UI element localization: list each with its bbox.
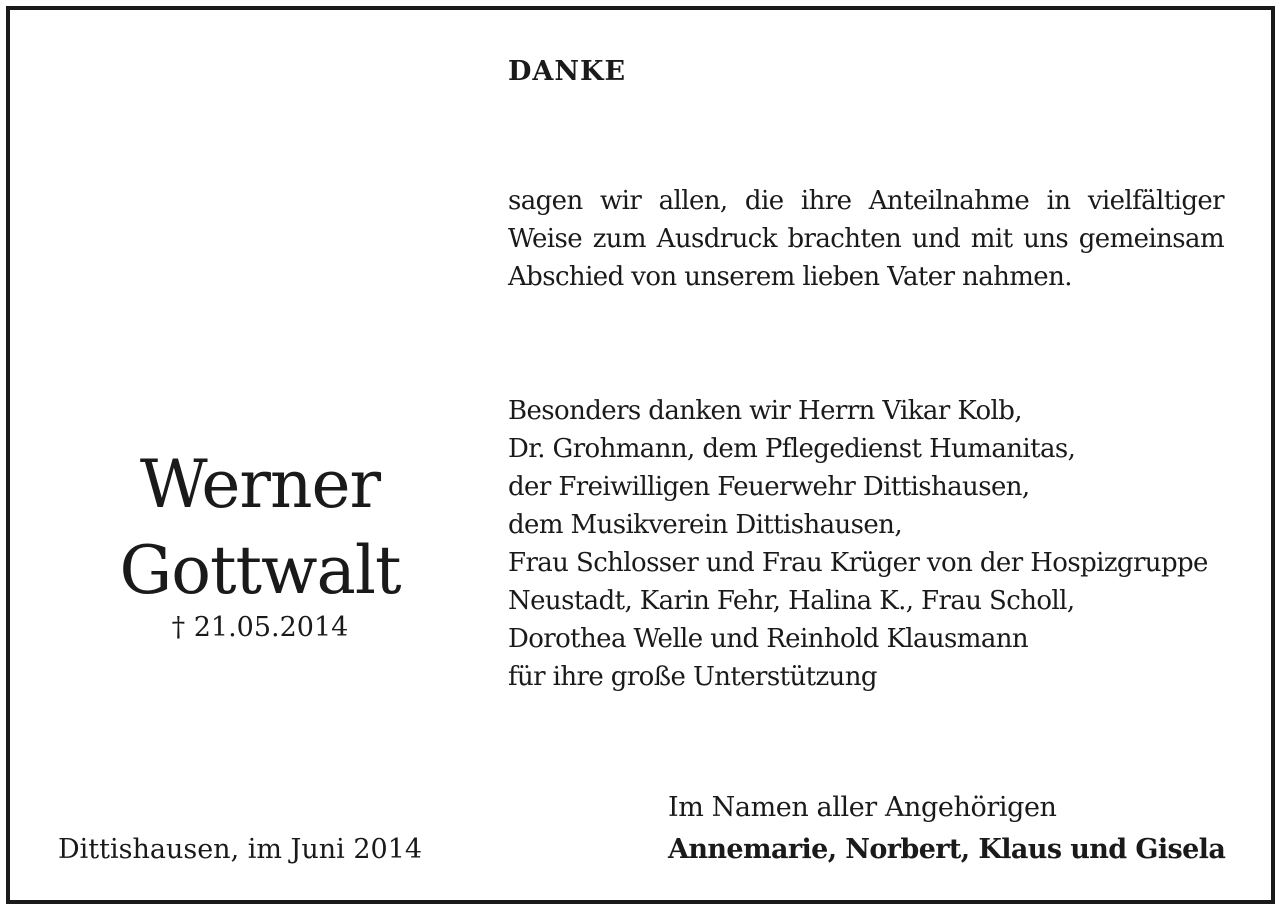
paragraph-line: Neustadt, Karin Fehr, Halina K., Frau Scholl, (508, 586, 1075, 616)
deceased-name-block (10, 442, 510, 648)
place-and-date: Dittishausen, im Juni 2014 (58, 834, 423, 865)
paragraph-line: für ihre große Unterstützung (508, 662, 877, 692)
special-thanks-paragraph (508, 392, 1224, 696)
deceased-first-name: Werner (139, 446, 381, 523)
thank-you-notice (6, 6, 1275, 904)
paragraph-line: Dr. Grohmann, dem Pflegedienst Humanitas, (508, 434, 1076, 464)
notice-heading: DANKE (508, 56, 627, 87)
signature-intro: Im Namen aller Angehörigen (668, 792, 1057, 823)
paragraph-line: Weise zum Ausdruck brachten und mit uns gemeinsam (508, 224, 1224, 254)
paragraph-line: Abschied von unserem lieben Vater nahmen. (508, 262, 1072, 292)
paragraph-line: der Freiwilligen Feuerwehr Dittishausen, (508, 472, 1030, 502)
deceased-last-name: Gottwalt (119, 532, 401, 609)
paragraph-line: Frau Schlosser und Frau Krüger von der Hospizgruppe (508, 548, 1208, 578)
paragraph-line: Dorothea Welle und Reinhold Klausmann (508, 624, 1029, 654)
message-column (508, 10, 1224, 900)
paragraph-line: dem Musikverein Dittishausen, (508, 510, 902, 540)
gratitude-paragraph (508, 182, 1224, 296)
death-date: † 21.05.2014 (171, 612, 349, 643)
paragraph-line: sagen wir allen, die ihre Anteilnahme in vielfältiger (508, 186, 1224, 216)
paragraph-line: Besonders danken wir Herrn Vikar Kolb, (508, 396, 1022, 426)
deceased-column (10, 10, 510, 900)
signature-names: Annemarie, Norbert, Klaus und Gisela (668, 834, 1226, 865)
